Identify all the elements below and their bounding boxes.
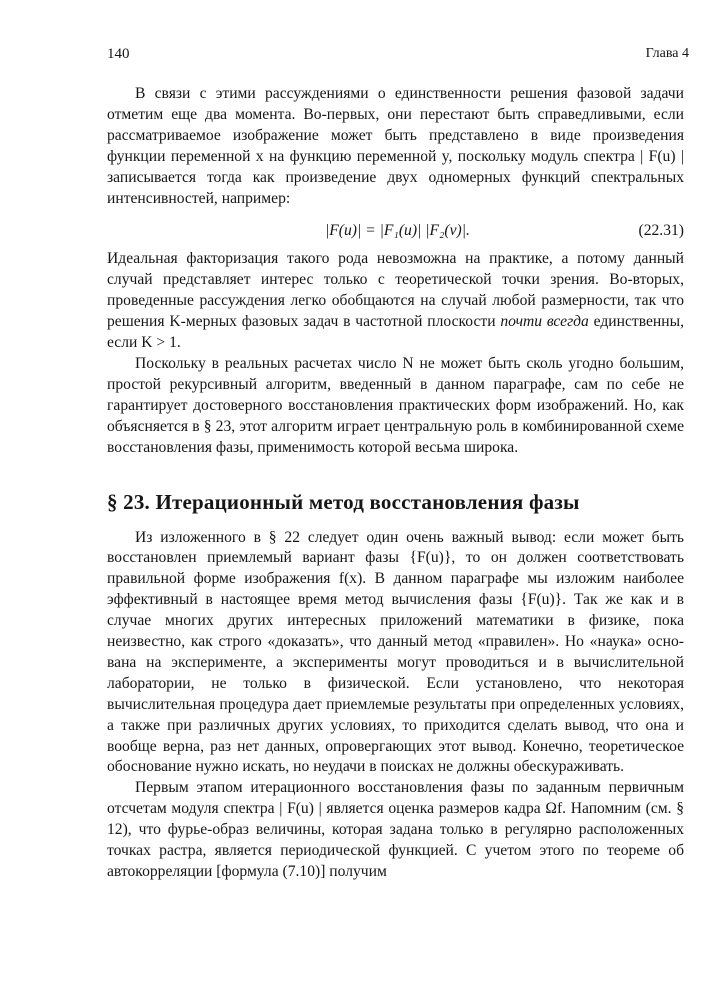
paragraph-iterative-method: Из изложенного в § 22 следует один очень важный вывод: если может быть восстановлен приемлемый вариант фазы {F(u)}, то он должен соответствовать правильной форме изображения f(x). В данном параграфе мы изложим наиболее эффективный в настоящее время метод вычисления фазы {F(u)}. Так же как и в случае многих других интересных приложений математики в физике, пока неизвестно, как строго «доказать», что данный метод «правилен». Но «наука» основана на эксперименте, а эксперименты могут проводиться и в вычислительной лаборатории, не только в физической. Если установлено, что некоторая вычислительная процедура дает приемлемые результаты при определенных условиях, а также при различных других условиях, то приходится сделать вывод, что она и вообще верна, раз нет данных, опровергающих этот вывод. Конечно, теоретическое обоснование нужно искать, но неудачи в поисках не должны обескураживать.: [107, 528, 684, 776]
running-head: Глава 4: [645, 46, 689, 61]
paragraph-uniqueness: В связи с этими рассуждениями о единственности решения фазовой задачи отметим еще два момента. Во-первых, они перестают быть справедливыми, если рассматриваемое изображение может быть представлено в виде произведения функции переменной x на функцию переменной y, поскольку модуль спектра | F(u) | записывается тогда как произведение двух одномерных функций спектральных интенсивностей, например:: [107, 85, 684, 207]
paragraph-factorization-text: Идеальная факторизация такого рода невозможна на практике, а потому данный случай представляет интерес только с теоретической точки зрения. Во-вторых, проведенные рассуждения легко обобщаются на случай любой размерности, так что решения K-мерных фазовых задач в частотной плоскости: [107, 250, 684, 331]
page-header: [107, 42, 689, 72]
equation-22-31: [107, 209, 684, 249]
body-text: [107, 84, 684, 883]
equation-number: (22.31): [638, 222, 684, 240]
equation-formula: |F(u)| = |F₁(u)| |F₂(v)|.: [325, 222, 470, 240]
paragraph-factorization-tail: единственны, если K > 1.: [107, 313, 684, 352]
paragraph-recursive-algorithm: Поскольку в реальных расчетах число N не может быть сколь угодно большим, простой рекурсивный алгоритм, введенный в данном параграфе, сам по себе не гарантирует достоверного восстановления практических форм изображений. Но, как объясняется в § 23, этот алгоритм играет центральную роль в комбинированной схеме восстановления фазы, применимость которой весьма широка.: [107, 354, 684, 456]
paragraph-factorization: [107, 249, 684, 354]
page-number: 140: [107, 46, 130, 62]
section-heading: § 23. Итерационный метод восстановления фазы: [107, 489, 580, 514]
emphasis-almost-always: почти всегда: [500, 313, 589, 331]
paragraph-first-stage: Первым этапом итерационного восстановления фазы по заданным первичным отсчетам модуля спектра | F(u) | является оценка размеров кадра Ωf. Напомним (см. § 12), что фурье-образ величины, которая задана только в регулярно расположенных точках растра, является периодической функцией. С учетом этого по теореме об автокорреляции [формула (7.10)] получим: [107, 779, 684, 880]
